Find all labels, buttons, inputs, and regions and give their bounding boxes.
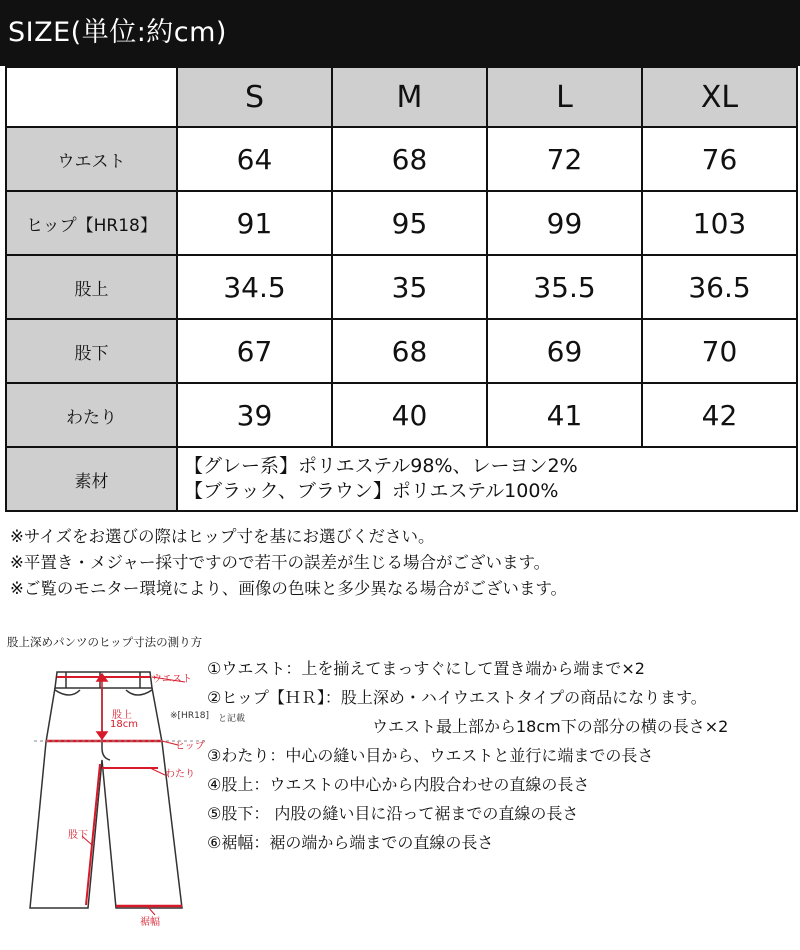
cell-value: 35	[332, 255, 487, 319]
cell-value: 99	[487, 191, 642, 255]
size-header-m: M	[332, 67, 487, 127]
rise-arrow-icon	[97, 674, 107, 739]
cell-value: 68	[332, 319, 487, 383]
row-label: 股上	[6, 255, 177, 319]
label-hr-mark: ※[HR18]	[170, 711, 210, 721]
cell-value: 72	[487, 127, 642, 191]
cell-value: 34.5	[177, 255, 332, 319]
size-header-s: S	[177, 67, 332, 127]
diagram-title: 股上深めパンツのヒップ寸法の測り方	[7, 635, 203, 649]
cell-value: 64	[177, 127, 332, 191]
row-label: ウエスト	[6, 127, 177, 191]
cell-value: 36.5	[642, 255, 797, 319]
label-hem: 裾幅	[140, 917, 160, 928]
instruction-thigh: ③わたり：中心の縫い目から、ウエストと並行に端までの長さ	[207, 746, 654, 765]
instruction-hem: ⑥裾幅：裾の端から端までの直線の長さ	[207, 833, 494, 852]
cell-value: 42	[642, 383, 797, 447]
note-line: ※平置き・メジャー採寸ですので若干の誤差が生じる場合がございます。	[10, 553, 551, 572]
instruction-rise: ④股上：ウエストの中心から内股合わせの直線の長さ	[207, 775, 590, 794]
instruction-hip: ②ヒップ【ＨＲ】：股上深め・ハイウエストタイプの商品になります。	[207, 688, 707, 707]
label-hr-note: と記載	[218, 714, 246, 724]
pants-outline-icon	[30, 672, 182, 908]
inseam-line-icon	[86, 764, 100, 905]
row-label: 素材	[6, 447, 177, 511]
material-line: 【グレー系】ポリエステル98%、レーヨン2%	[184, 455, 578, 477]
cell-value: 70	[642, 319, 797, 383]
label-rise-line2: 18cm	[110, 719, 138, 730]
cell-value: 91	[177, 191, 332, 255]
cell-value: 103	[642, 191, 797, 255]
instruction-inseam: ⑤股下： 内股の縫い目に沿って裾までの直線の長さ	[207, 804, 579, 823]
cell-value: 69	[487, 319, 642, 383]
cell-value: 35.5	[487, 255, 642, 319]
label-inseam: 股下	[68, 830, 88, 841]
note-line: ※ご覧のモニター環境により、画像の色味と多少異なる場合がございます。	[10, 579, 568, 598]
label-thigh: わたり	[165, 769, 195, 780]
cell-value: 67	[177, 319, 332, 383]
cell-value: 95	[332, 191, 487, 255]
cell-value: 68	[332, 127, 487, 191]
instruction-waist: ①ウエスト：上を揃えてまっすぐにして置き端から端まで×2	[207, 659, 645, 678]
size-header-xl: XL	[642, 67, 797, 127]
note-line: ※サイズをお選びの際はヒップ寸を基にお選びください。	[10, 527, 435, 546]
cell-value: 39	[177, 383, 332, 447]
cell-value: 76	[642, 127, 797, 191]
cell-value: 41	[487, 383, 642, 447]
header-title: SIZE(単位:約cm)	[8, 17, 227, 48]
row-label: ヒップ【HR18】	[6, 191, 177, 255]
row-label: わたり	[6, 383, 177, 447]
size-header-l: L	[487, 67, 642, 127]
label-hip: ヒップ	[175, 741, 205, 752]
label-waist: ウエスト	[152, 674, 192, 685]
row-label: 股下	[6, 319, 177, 383]
cell-value: 40	[332, 383, 487, 447]
material-line: 【ブラック、ブラウン】ポリエステル100%	[184, 480, 559, 502]
instruction-hip-detail: ウエスト最上部から18cm下の部分の横の長さ×2	[372, 717, 729, 736]
label-rise-line1: 股上	[112, 710, 132, 721]
